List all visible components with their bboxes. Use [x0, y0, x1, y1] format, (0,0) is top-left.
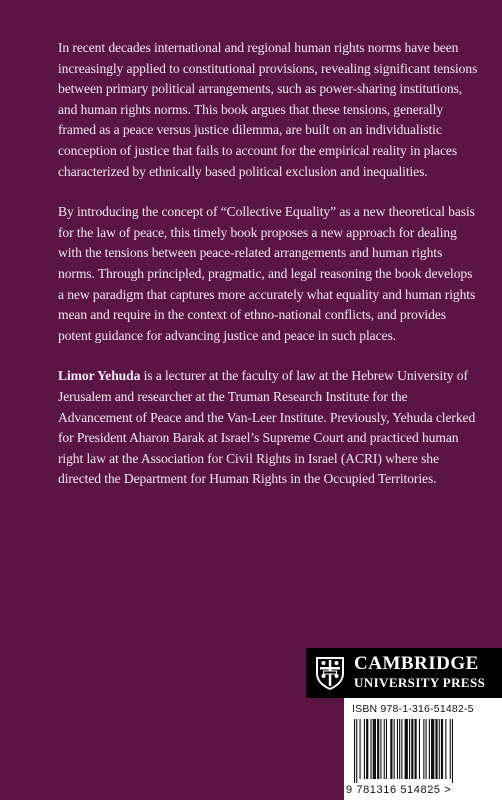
barcode-bar	[429, 719, 430, 779]
barcode-bar	[450, 719, 451, 779]
author-bio	[58, 366, 478, 490]
barcode-bar	[426, 719, 427, 779]
publisher-subtitle: UNIVERSITY PRESS	[354, 675, 486, 690]
barcode-bar	[380, 719, 381, 779]
barcode-bar	[390, 719, 392, 779]
author-bio-text: is a lecturer at the faculty of law at the Hebrew University of Jerusalem and researcher at the Truman Research Institute for the Advancement of Peace and the Van-Leer Institute. Previously, Yehuda clerked for President Aharon Barak at Israel’s Supreme Court and practiced human right law at the Association for Civil Rights in Israel (ACRI) where she directed the Department for Human Rights in the Occupied Territories.	[58, 368, 476, 487]
barcode-bar	[366, 719, 368, 779]
barcode-bar	[409, 719, 410, 779]
barcode-bar	[423, 719, 424, 779]
barcode-bar	[377, 719, 379, 779]
author-name: Limor Yehuda	[58, 368, 141, 384]
publisher-name: CAMBRIDGE	[354, 653, 479, 674]
barcode-bar	[364, 719, 365, 779]
barcode-bar	[371, 719, 372, 779]
barcode-bar	[401, 719, 402, 779]
blurb-paragraph-2: By introducing the concept of “Collective Equality” as a new theoretical basis for the law of peace, this timely book proposes a new approach for dealing with the tensions between peace-related arrangements and human rights norms. Through principled, pragmatic, and legal reasoning the book develops a new paradigm that captures more accurately what equality and human rights mean and require in the context of ethno-national conflicts, and provides potent guidance for advancing justice and peace in such places.	[58, 204, 476, 343]
barcode-bar	[419, 719, 420, 779]
isbn-barcode	[344, 698, 502, 800]
publisher-logo	[306, 648, 502, 698]
blurb-paragraph-1: In recent decades international and regional human rights norms have been increasingly applied to constitutional provisions, revealing significant tensions between primary political arrangements, such as power-sharing institutions, and human rights norms. This book argues that these tensions, generally framed as a peace versus justice dilemma, are built on an individualistic conception of justice that fails to account for the empirical reality in places characterized by ethnically based political exclusion and inequalities.	[58, 40, 478, 179]
barcode-bar	[405, 719, 408, 779]
barcode-bar	[431, 719, 434, 779]
barcode-bar	[399, 719, 400, 779]
barcode-digits: 9 781316 514825 >	[346, 784, 452, 796]
barcode-bar	[441, 719, 443, 779]
barcode-bar	[394, 719, 395, 779]
barcode-bar	[354, 719, 355, 783]
barcode-bar	[452, 719, 453, 783]
cambridge-crest-icon	[314, 655, 346, 691]
isbn-label: ISBN 978-1-316-51482-5	[352, 703, 474, 715]
barcode-bar	[415, 719, 417, 779]
back-cover-blurb	[58, 38, 478, 510]
barcode-bar	[356, 719, 357, 783]
barcode-bar	[360, 719, 361, 779]
barcode-bar	[384, 719, 385, 779]
barcode-bar	[397, 719, 398, 779]
barcode-bars	[354, 719, 490, 783]
barcode-bar	[439, 719, 440, 779]
barcode-bar	[386, 719, 387, 779]
barcode-bar	[411, 719, 413, 779]
barcode-bar	[373, 719, 376, 779]
barcode-bar	[435, 719, 437, 779]
barcode-bar	[445, 719, 446, 779]
